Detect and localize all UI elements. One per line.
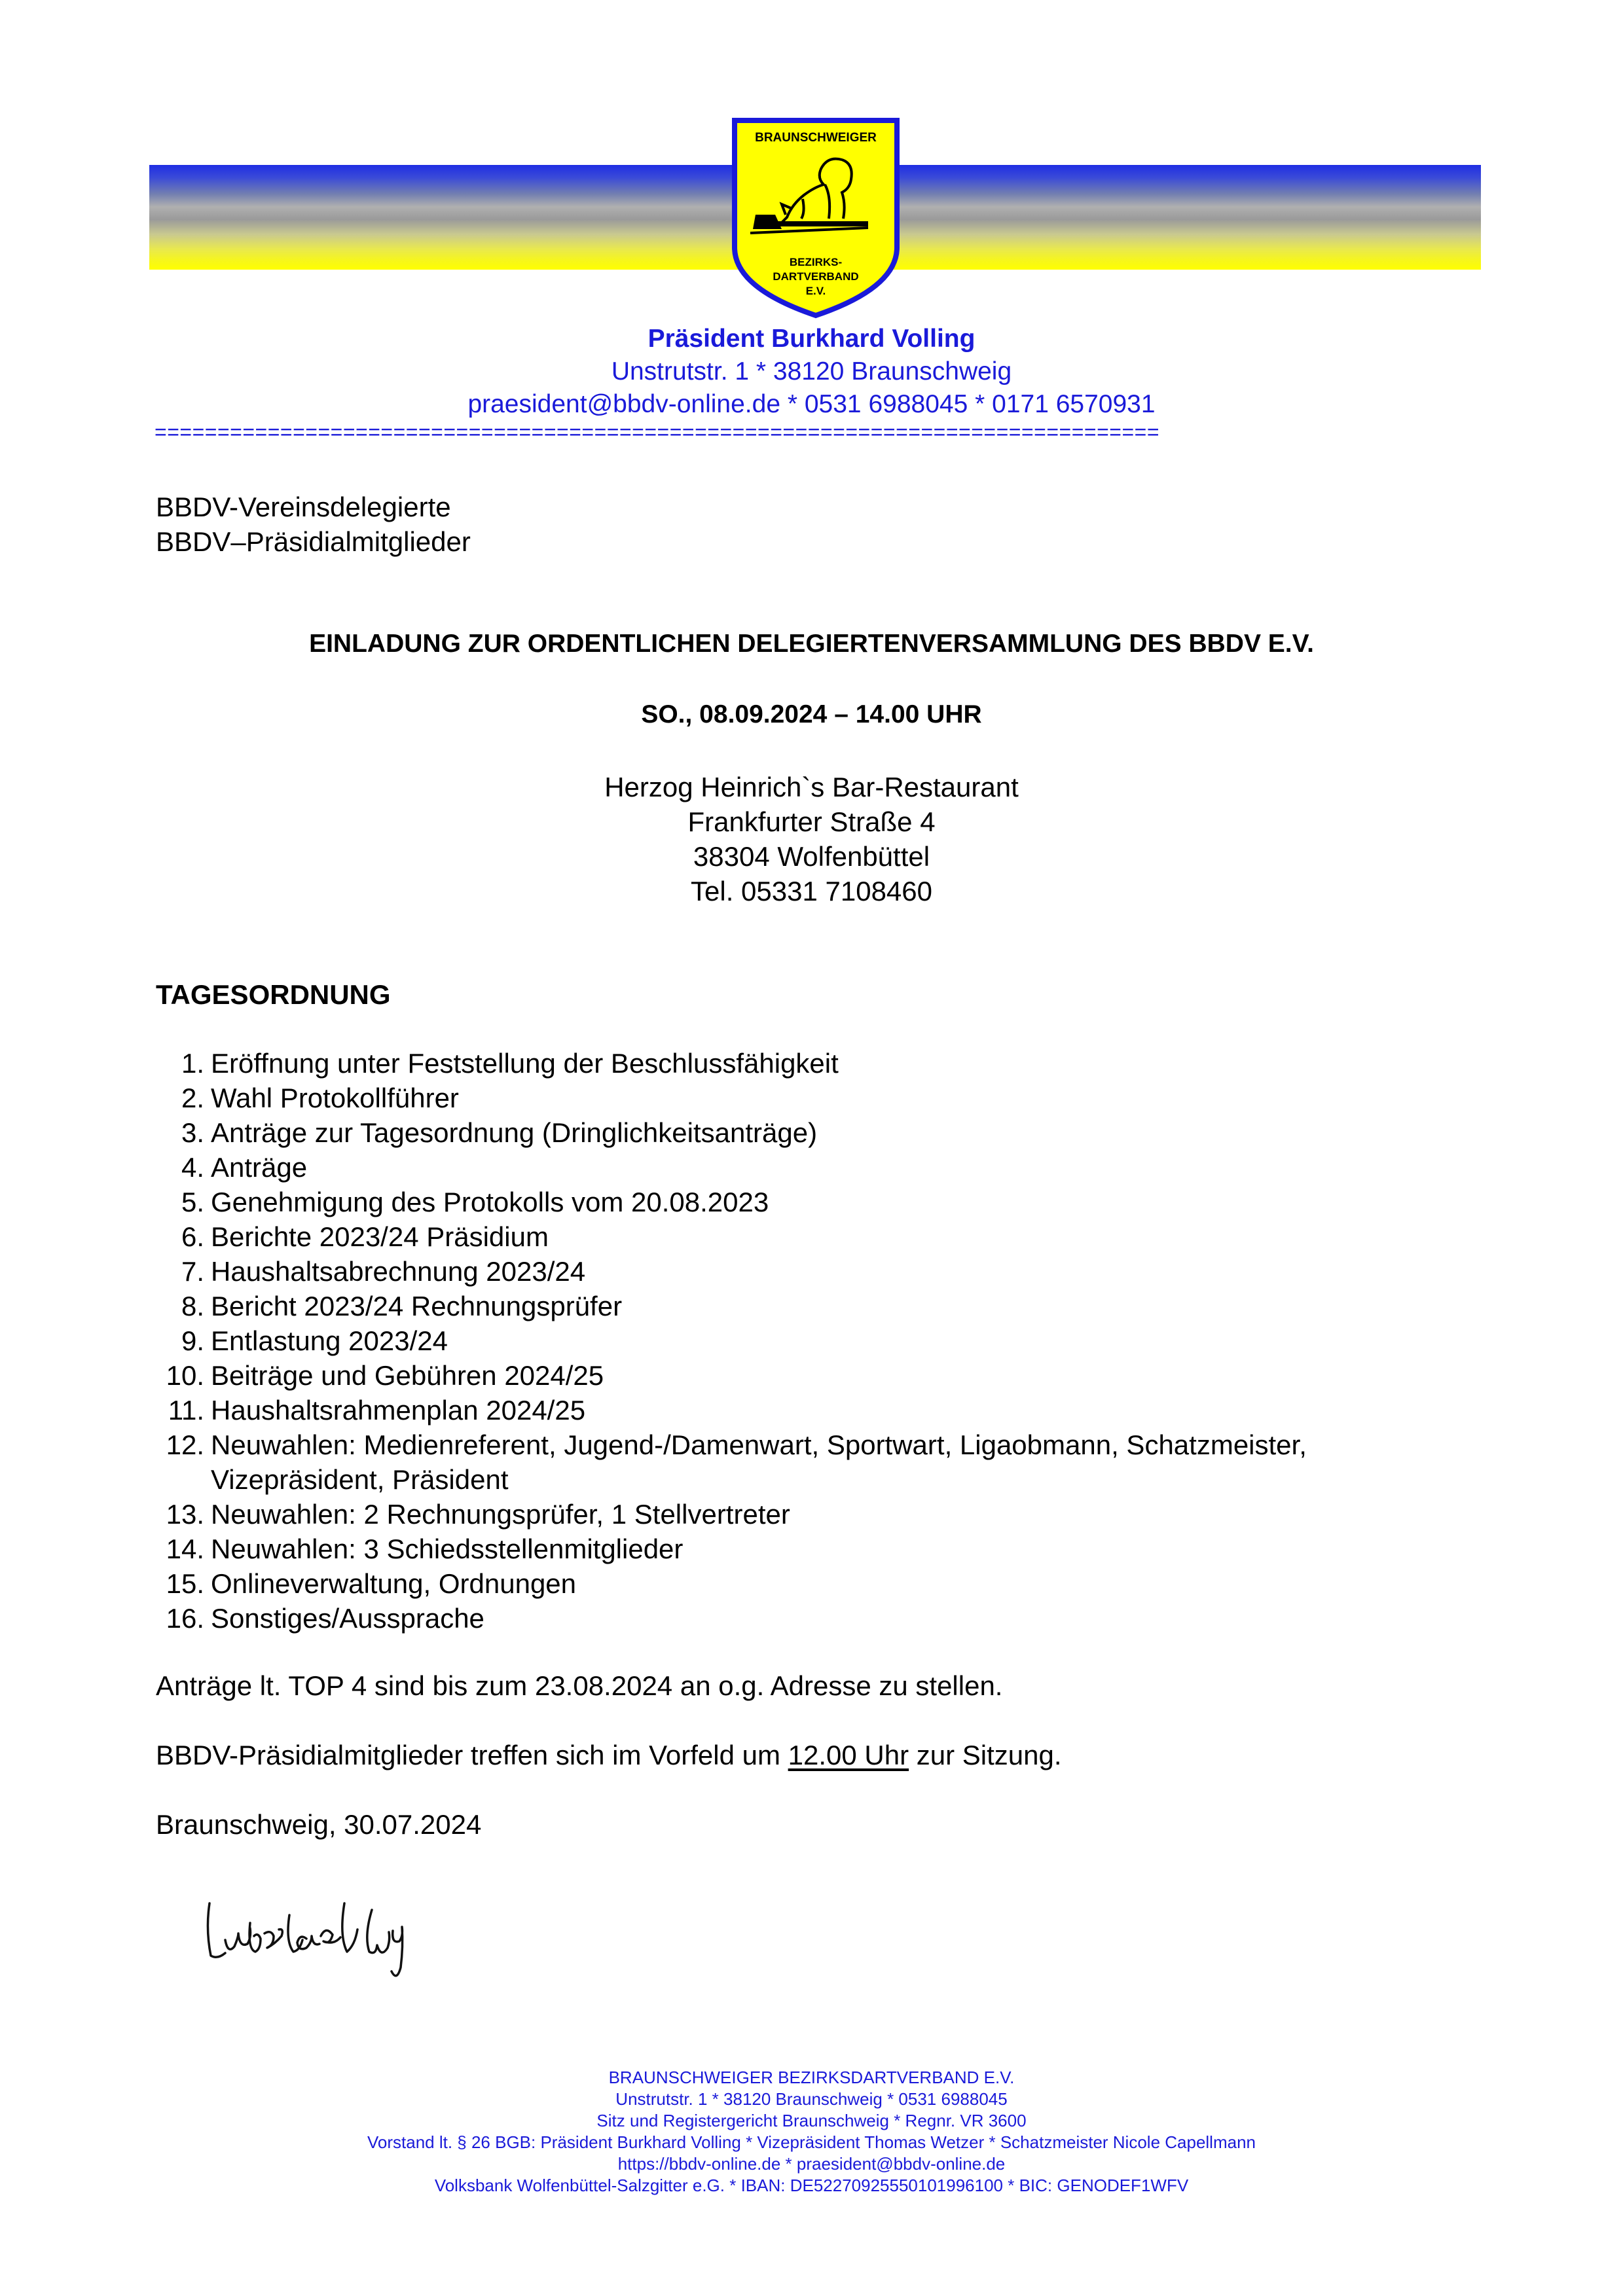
agenda-item-label: Neuwahlen: 2 Rechnungsprüfer, 1 Stellvertreter <box>211 1499 790 1530</box>
agenda-item-label: Onlineverwaltung, Ordnungen <box>211 1568 577 1599</box>
agenda-item-label: Anträge zur Tagesordnung (Dringlichkeitsanträge) <box>211 1117 818 1148</box>
agenda-item-label: Anträge <box>211 1152 308 1183</box>
agenda-list <box>156 1046 1307 1636</box>
crest-bottom-line-3: E.V. <box>805 285 826 297</box>
presidium-meeting-note <box>156 1740 1062 1771</box>
footer-line: Unstrutstr. 1 * 38120 Braunschweig * 0531 6988045 <box>615 2089 1008 2109</box>
venue-line: Tel. 05331 7108460 <box>691 876 932 906</box>
agenda-item-number: 1. <box>181 1048 204 1079</box>
footer-line: https://bbdv-online.de * praesident@bbdv-online.de <box>617 2154 1006 2174</box>
agenda-item-label: Eröffnung unter Feststellung der Beschlussfähigkeit <box>211 1048 839 1079</box>
agenda-item-number: 2. <box>181 1083 204 1113</box>
crest-bottom-line-1: BEZIRKS- <box>789 256 843 268</box>
agenda-item <box>156 1358 1307 1393</box>
footer-line: BRAUNSCHWEIGER BEZIRKSDARTVERBAND E.V. <box>608 2068 1015 2087</box>
crest-top-text: BRAUNSCHWEIGER <box>755 131 877 145</box>
agenda-item <box>156 1427 1307 1462</box>
agenda-item <box>156 1323 1307 1358</box>
agenda-item <box>156 1081 1307 1115</box>
association-crest-logo <box>731 117 901 319</box>
recipient-line: BBDV-Vereinsdelegierte <box>156 492 451 522</box>
agenda-item-number: 5. <box>181 1187 204 1217</box>
agenda-item <box>156 1289 1307 1323</box>
agenda-item <box>156 1150 1307 1185</box>
agenda-item-label: Genehmigung des Protokolls vom 20.08.2023 <box>211 1187 769 1217</box>
agenda-item <box>156 1532 1307 1566</box>
agenda-item-number: 11. <box>168 1395 204 1426</box>
agenda-heading: TAGESORDNUNG <box>156 979 391 1010</box>
agenda-item <box>156 1601 1307 1636</box>
agenda-item-number: 16. <box>166 1603 204 1634</box>
meeting-datetime: SO., 08.09.2024 – 14.00 UHR <box>641 700 982 728</box>
agenda-item-number: 12. <box>166 1429 204 1460</box>
agenda-item-label: Haushaltsrahmenplan 2024/25 <box>211 1395 586 1426</box>
presidium-meeting-time: 12.00 Uhr <box>788 1740 909 1770</box>
agenda-item-number: 15. <box>166 1568 204 1599</box>
footer-line: Sitz und Registergericht Braunschweig * Regnr. VR 3600 <box>596 2111 1027 2130</box>
venue-line: 38304 Wolfenbüttel <box>693 841 930 872</box>
agenda-item <box>156 1115 1307 1150</box>
letterhead-rule: ================================================================================ <box>155 420 1159 444</box>
letterhead-address: Unstrutstr. 1 * 38120 Braunschweig <box>611 357 1012 386</box>
footer-line: Volksbank Wolfenbüttel-Salzgitter e.G. * IBAN: DE52270925550101996100 * BIC: GENODEF1WFV <box>434 2176 1189 2195</box>
venue-block <box>0 770 1623 908</box>
agenda-item <box>156 1393 1307 1427</box>
agenda-item <box>156 1566 1307 1601</box>
agenda-item <box>156 1219 1307 1254</box>
agenda-item-label: Neuwahlen: 3 Schiedsstellenmitglieder <box>211 1534 684 1564</box>
recipient-line: BBDV–Präsidialmitglieder <box>156 526 471 557</box>
agenda-item-label: Neuwahlen: Medienreferent, Jugend-/Damenwart, Sportwart, Ligaobmann, Schatzmeister, <box>211 1429 1307 1460</box>
agenda-item <box>156 1254 1307 1289</box>
agenda-item <box>156 1185 1307 1219</box>
agenda-item-number: 3. <box>181 1117 204 1148</box>
handwritten-signature <box>196 1877 511 2008</box>
letterhead-contact: praesident@bbdv-online.de * 0531 6988045 * 0171 6570931 <box>467 390 1156 418</box>
agenda-item-number: 13. <box>166 1499 204 1530</box>
agenda-item-label: Sonstiges/Aussprache <box>211 1603 484 1634</box>
presidium-note-after: zur Sitzung. <box>909 1740 1062 1770</box>
footer-line: Vorstand lt. § 26 BGB: Präsident Burkhard Volling * Vizepräsident Thomas Wetzer * Schatzmeister Nicole Capellmann <box>367 2132 1256 2152</box>
agenda-item-label: Haushaltsabrechnung 2023/24 <box>211 1256 586 1287</box>
agenda-item <box>156 1497 1307 1532</box>
agenda-item-number: 14. <box>166 1534 204 1564</box>
agenda-item-number: 8. <box>181 1291 204 1321</box>
agenda-item-label: Wahl Protokollführer <box>211 1083 459 1113</box>
presidium-note-before: BBDV-Präsidialmitglieder treffen sich im Vorfeld um <box>156 1740 788 1770</box>
venue-line: Herzog Heinrich`s Bar-Restaurant <box>604 772 1019 802</box>
venue-line: Frankfurter Straße 4 <box>687 806 936 837</box>
agenda-item-number: 9. <box>181 1325 204 1356</box>
agenda-item-number: 10. <box>166 1360 204 1391</box>
agenda-item-label: Beiträge und Gebühren 2024/25 <box>211 1360 604 1391</box>
place-and-date: Braunschweig, 30.07.2024 <box>156 1809 482 1840</box>
agenda-item-label: Berichte 2023/24 Präsidium <box>211 1221 549 1252</box>
letterhead-name: Präsident Burkhard Volling <box>647 325 976 353</box>
document-footer <box>0 2067 1623 2197</box>
agenda-item-number: 4. <box>181 1152 204 1183</box>
recipients-block <box>156 490 471 559</box>
agenda-item-continuation: Vizepräsident, Präsident <box>211 1464 509 1495</box>
document-title: EINLADUNG ZUR ORDENTLICHEN DELEGIERTENVERSAMMLUNG DES BBDV E.V. <box>309 630 1314 658</box>
crest-bottom-line-2: DARTVERBAND <box>773 270 859 283</box>
agenda-item <box>156 1046 1307 1081</box>
motions-deadline-note: Anträge lt. TOP 4 sind bis zum 23.08.2024 an o.g. Adresse zu stellen. <box>156 1670 1003 1701</box>
agenda-item-number: 7. <box>181 1256 204 1287</box>
agenda-item-number: 6. <box>181 1221 204 1252</box>
agenda-item-label: Bericht 2023/24 Rechnungsprüfer <box>211 1291 623 1321</box>
agenda-item-label: Entlastung 2023/24 <box>211 1325 448 1356</box>
